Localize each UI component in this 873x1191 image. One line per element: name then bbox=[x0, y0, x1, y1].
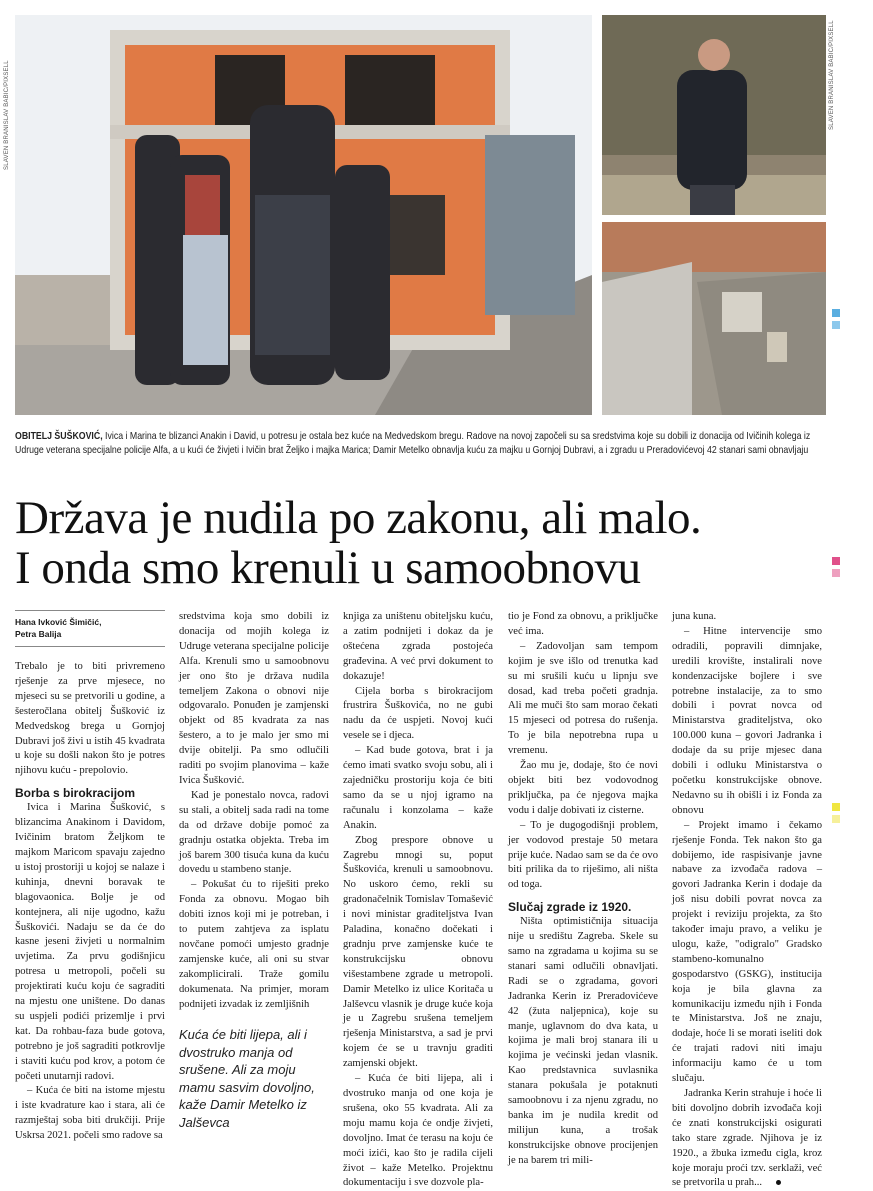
article-column-5 bbox=[672, 610, 822, 1191]
headline bbox=[15, 493, 835, 593]
paragraph bbox=[343, 685, 493, 745]
paragraph-text: sredstvima koja smo dobili iz donacija od mojih kolega iz Udruge veterana specijalne policije Alfa. Krenuli smo u samoobnovu jer ono što je država nudila temeljem Zakona o obnovi nije odgovaralo. Ponuđen je zamjenski objekt od 85 kvadrata za nas šestero, a to je malo jer smo mi dvije obitelji. Pa smo odlučili raditi po svojim planovima – kaže Ivica Šušković. bbox=[179, 611, 329, 786]
headline-line-2: I onda smo krenuli u samoobnovu bbox=[15, 542, 641, 594]
subheading bbox=[15, 786, 165, 801]
paragraph-text: – Pokušat ću to riješiti preko Fonda za obnovu. Mogao bih dobiti iznos koji mi je potreban, i to putem zahtjeva za isplatu novčane pomoći umjesto gradnje zamjenske kuće, ali oni su stvar zakomplicirali. Traže gomilu dokumenata. Na primjer, moram podnijeti izvadak iz zemljišnih bbox=[179, 879, 329, 1010]
byline bbox=[15, 610, 165, 647]
paragraph bbox=[343, 744, 493, 833]
article-column-4 bbox=[508, 610, 658, 1169]
paragraph-text: Ivica i Marina Šušković, s blizancima Anakinom i Davidom, Ivičinim bratom Željkom te majkom Maricom spavaju zajedno u istoj prostoriji u kojoj se nalaze i kuhinja, dnevni boravak te blagovaonica. Bolje je od kontejnera, ali nije ugodno, kažu Šuškovići. Nadaju se da će do kasne jeseni živjeti u normalnim uvjetima. Za prvu godišnjicu potresa u metropoli, počeli su projektirati kuću koju će sagraditi na mjestu one uništene. Do danas su uspjeli podići prizemlje i prvi kat. Da rohbau-faza bude gotova, potrebno je još sagraditi potkrovlje i staviti kuću pod krov, a potom će početi unutarnji radovi. bbox=[15, 802, 165, 1082]
subheading-text: Slučaj zgrade iz 1920. bbox=[508, 900, 632, 915]
photo-credit: SLAVEN BRANISLAV BABIĆ/PIXSELL bbox=[829, 20, 835, 130]
paragraph-text: Žao mu je, dodaje, što će novi objekt biti bez vodovodnog priključka, pa će njegova majka vodu i dalje dobivati iz cisterne. bbox=[508, 760, 658, 816]
color-marker-yellow bbox=[832, 803, 840, 811]
color-marker-blue bbox=[832, 309, 840, 317]
author-2: Petra Balija bbox=[15, 629, 62, 639]
paragraph bbox=[343, 834, 493, 1073]
author-1: Hana Ivković Šimičić, bbox=[15, 617, 102, 627]
paragraph bbox=[508, 915, 658, 1168]
paragraph bbox=[508, 640, 658, 759]
paragraph-text: – Projekt imamo i čekamo rješenje Fonda. Tek nakon što ga dobijemo, ide raspisivanje javne nabave za izvođača radova – govori Jadranka Kerin i dodaje da još nisu dobili povrat novca za projekt i reviziju projekta, za što također imaju pravo, a veliku je ulogu, kaže, "odigralo" Gradsko stambeno-komunalno gospodarstvo (GSKG), institucija koja je bila glavna za komunikaciju između njih i Fonda te Ministarstva. Još ne znaju, dodaje, hoće li se morati iseliti dok će trajati radovi niti imaju informaciju kamo će u tom slučaju. bbox=[672, 819, 822, 1085]
paragraph-text: – Zadovoljan sam tempom kojim je sve išlo od trenutka kad su mi srušili kuću u lipnju sve dosad, kad treba početi gradnja. Ali me muči što sam morao čekati 15 mjeseci od potresa do rušenja. To je bila nepotrebna rupa u vremenu. bbox=[508, 640, 658, 757]
color-marker-yellow bbox=[832, 815, 840, 823]
paragraph-text: – Hitne intervencije smo odradili, popravili dimnjake, uredili krovište, instalirali nove kondenzacijske bojlere i sve potrebne instalacije, za to smo dobili i povrat novca od Ministarstva graditeljstva, oko 100.000 kuna – govori Jadranka i dodaje da su prije mjesec dana dobili i odluku Ministarstva o početku konstrukcijske obnove. Nedavno su ih obišli i iz Fonda za obnovu bbox=[672, 625, 822, 816]
photo-caption bbox=[15, 430, 815, 457]
paragraph bbox=[15, 660, 165, 779]
caption-lead: OBITELJ ŠUŠKOVIĆ, bbox=[15, 431, 103, 442]
paragraph-text: tio je Fond za obnovu, a priključke već ima. bbox=[508, 611, 658, 637]
paragraph-text: – Kuća će biti na istome mjestu i iste kvadrature kao i stara, ali će razmještaj soba biti drukčiji. Prije Uskrsa 2021. počeli smo radove sa bbox=[15, 1085, 165, 1142]
color-marker-pink bbox=[832, 569, 840, 577]
paragraph-text: – To je dugogodišnji problem, jer vodovod prestaje 50 metara prije kuće. Nadao sam se da će ovo biti prilika da to riješimo, ali ništa od toga. bbox=[508, 819, 658, 891]
paragraph bbox=[179, 789, 329, 878]
paragraph bbox=[508, 819, 658, 894]
paragraph-text: Zbog prespore obnove u Zagrebu mnogi su, poput Šuškovića, krenuli u samoobnovu. No uskoro ćemo, rekli su gradonačelnik Tomislav Tomašević i novi ministar graditeljstva Ivan Paladina, konačno dočekati i gradnju prve zamjenske kuće te konstrukcijsku obnovu višestambene zgrade u metropoli. Damir Metelko iz ulice Koritača u Jalševcu vlasnik je druge kuće koja je u Zagrebu srušena temeljem rješenja Ministarstva, a sad je prvi kojem će se u travnju graditi zamjenski objekt. bbox=[343, 834, 493, 1070]
paragraph bbox=[179, 610, 329, 789]
color-marker-pink bbox=[832, 557, 840, 565]
photo-credit: SLAVEN BRANISLAV BABIĆ/PIXSELL bbox=[4, 60, 10, 170]
article-column-2 bbox=[179, 610, 329, 1131]
caption-text: Ivica i Marina te blizanci Anakin i David, u potresu je ostala bez kuće na Medvedskom bregu. Radove na novoj započeli su sa sredstvima koje su dobili iz donacija od Ivičinih kolega iz Udruge veterana specijalne policije Alfa, a u kući će živjeti i Ivičin brat Željko i majka Marica; Damir Metelko obnavlja kuću za majku u Gornjoj Dubravi, a i zgradu u Preradovićevoj 42 stanari sami obnavljaju bbox=[15, 431, 811, 456]
paragraph-text: Jadranka Kerin strahuje i hoće li biti dovoljno dobrih izvođača koji će znati konstrukcijski osigurati tako stare zgrade. Njihova je iz 1920., a žbuka između cigla, kroz koje moraju proći tzv. serklaži, već se pretvorila u prah... bbox=[672, 1088, 822, 1189]
paragraph bbox=[15, 801, 165, 1084]
paragraph bbox=[672, 625, 822, 819]
paragraph bbox=[179, 878, 329, 1012]
article-column-1 bbox=[15, 610, 165, 1144]
main-photo-family-house bbox=[15, 15, 592, 415]
side-photo-rooftops bbox=[602, 222, 826, 415]
paragraph-text: knjiga za uništenu obiteljsku kuću, a zatim podnijeti i dokaz da je oštećena zgrada postojeća građevina. A već prvi dokument to dokazuje! bbox=[343, 611, 493, 682]
paragraph-text: Trebalo je to biti privremeno rješenje za prve mjesece, no mjeseci su se pretvorili u godine, a šesteročlana obitelj Šušković iz Medvedskog brega u Gornjoj Dubravi još živi u istih 45 kvadrata u koje su došli nakon što je potres njihovu kuću - prepolovio. bbox=[15, 661, 165, 777]
paragraph bbox=[672, 610, 822, 625]
subheading bbox=[508, 900, 658, 915]
paragraph-text: – Kad bude gotova, brat i ja ćemo imati svatko svoju sobu, ali i zajedničku prostoriju koja će biti samo da se u njoj igramo na računalu i konzolama – kaže Anakin. bbox=[343, 745, 493, 831]
paragraph bbox=[343, 1072, 493, 1191]
paragraph-text: Ništa optimističnija situacija nije u središtu Zagreba. Skele su samo na zgradama u kojima su se stanari sami odlučili obnavljati. Radi se o zgradama, govori Jadranka Kerin iz Preradovićeve 42 (žuta naljepnica), koje su manje, uglavnom do dva kata, u kojima je mali broj stanara ili u kojima je većinski jedan vlasnik. Kao predstavnica suvlasnika stanara pokušala je potaknuti samoobnovu i za njenu zgradu, no banka im je nudila kredit od milijun kuna, a trošak konstrukcijske obnove procijenjen je na barem tri mili- bbox=[508, 916, 658, 1166]
paragraph-text: Kad je ponestalo novca, radovi su stali, a obitelj sada radi na tome da od države dobije pomoć za gradnju ostatka objekta. Treba im još barem 300 tisuća kuna da kuću dovedu u stambeno stanje. bbox=[179, 789, 329, 876]
paragraph bbox=[15, 1084, 165, 1144]
paragraph-text: juna kuna. bbox=[672, 611, 717, 622]
side-photo-man-portrait bbox=[602, 15, 826, 215]
paragraph bbox=[672, 1087, 822, 1191]
paragraph bbox=[343, 610, 493, 685]
article-column-3 bbox=[343, 610, 493, 1191]
paragraph bbox=[508, 610, 658, 640]
headline-line-1: Država je nudila po zakonu, ali malo. bbox=[15, 492, 702, 544]
subheading-text: Borba s birokracijom bbox=[15, 786, 136, 801]
paragraph-text: – Kuća će biti lijepa, ali i dvostruko manja od one koja je srušena, oko 55 kvadrata. Ali za moju mamu koja će ondje živjeti, dovoljno. Imat će terasu na koju će moći izići, kao što je radila cijeli život – kaže Metelko. Projektnu dokumentaciju i sve dozvole pla- bbox=[343, 1073, 493, 1189]
end-of-article-icon bbox=[776, 1180, 781, 1185]
color-marker-blue bbox=[832, 321, 840, 329]
pull-quote: Kuća će biti lijepa, ali i dvostruko manja od srušene. Ali za moju mamu sasvim dovoljno, kaže Damir Metelko iz Jalševca bbox=[179, 1027, 315, 1130]
paragraph bbox=[508, 759, 658, 819]
paragraph-text: Cijela borba s birokracijom frustrira Šuškovića, no ne gubi nadu da će uspjeti. Novoj kući vesele se i djeca. bbox=[343, 685, 493, 742]
paragraph bbox=[672, 819, 822, 1087]
